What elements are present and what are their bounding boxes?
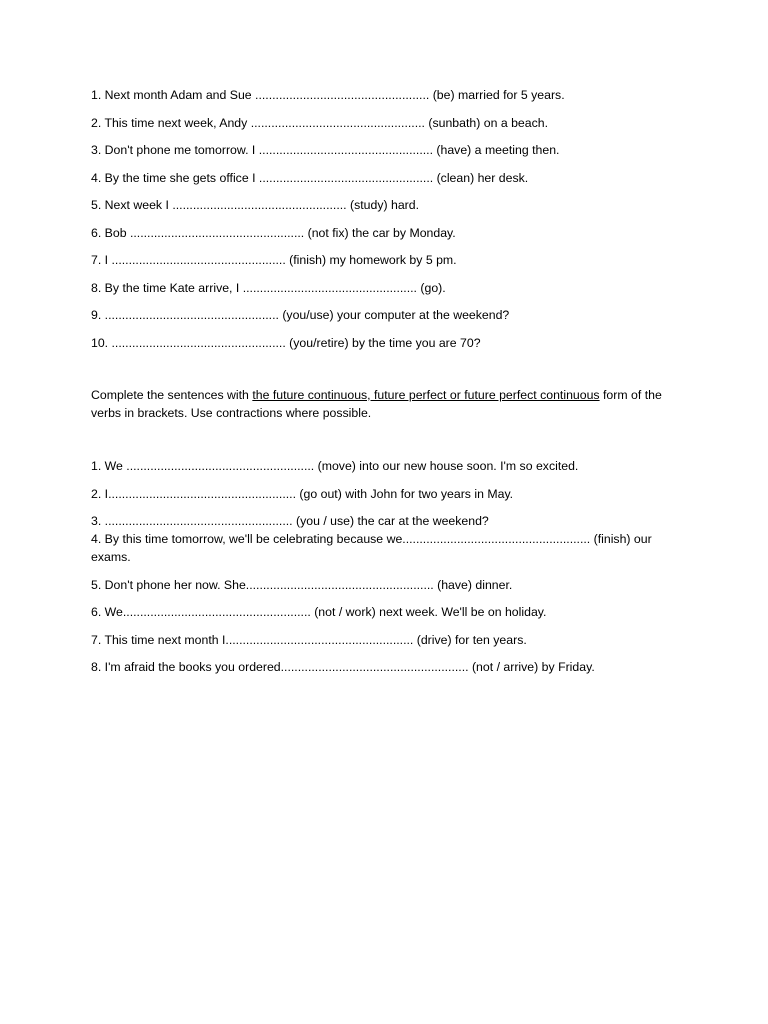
instruction-after: form of the verbs in brackets. Use contractions where possible. xyxy=(91,388,662,420)
exercise-2 xyxy=(91,457,683,676)
exercise-2-item-1: 1. We ....................................................... (move) into our new house soon. I'm so excited. xyxy=(91,459,579,473)
exercise-1-item-7: 7. I ................................................... (finish) my homework by 5 pm. xyxy=(91,253,457,267)
exercise-1-item-8: 8. By the time Kate arrive, I ................................................... (go). xyxy=(91,280,446,295)
exercise-1-item-5: 5. Next week I ................................................... (study) hard. xyxy=(91,198,420,212)
exercise-2-instruction xyxy=(91,386,683,422)
exercise-2-item-3: 3. ....................................................... (you / use) the car at the weekend? xyxy=(91,514,489,528)
instruction-before: Complete the sentences with xyxy=(91,388,253,402)
exercise-2-item-4: 4. By this time tomorrow, we'll be celebrating because we....................................................... (finish) our exams. xyxy=(91,532,652,564)
exercise-2-item-5: 5. Don't phone her now. She....................................................... (have) dinner. xyxy=(91,577,513,592)
exercise-2-item-6: 6. We....................................................... (not / work) next week. We'll be on holiday. xyxy=(91,605,547,619)
exercise-2-item-8: 8. I'm afraid the books you ordered....................................................... (not / arrive) by Friday. xyxy=(91,660,595,674)
exercise-1-item-4: 4. By the time she gets office I ................................................... (clean) her desk. xyxy=(91,170,529,185)
exercise-1 xyxy=(91,86,683,352)
instruction-underlined-tenses: the future continuous, future perfect or future perfect continuous xyxy=(252,388,600,402)
exercise-1-item-9: 9. ................................................... (you/use) your computer at the weekend? xyxy=(91,308,510,322)
instruction-text xyxy=(91,386,683,422)
exercise-1-item-6: 6. Bob ................................................... (not fix) the car by Monday. xyxy=(91,225,456,240)
exercise-1-item-1: 1. Next month Adam and Sue ................................................... (be) married for 5 years. xyxy=(91,88,565,102)
exercise-2-item-2: 2. I....................................................... (go out) with John for two years in May. xyxy=(91,486,514,501)
exercise-1-item-3: 3. Don't phone me tomorrow. I ................................................... (have) a meeting then. xyxy=(91,143,560,157)
exercise-2-item-7: 7. This time next month I....................................................... (drive) for ten years. xyxy=(91,632,527,647)
exercise-1-item-10: 10. ................................................... (you/retire) by the time you are 70? xyxy=(91,335,481,350)
exercise-1-item-2: 2. This time next week, Andy ................................................... (sunbath) on a beach. xyxy=(91,115,549,130)
